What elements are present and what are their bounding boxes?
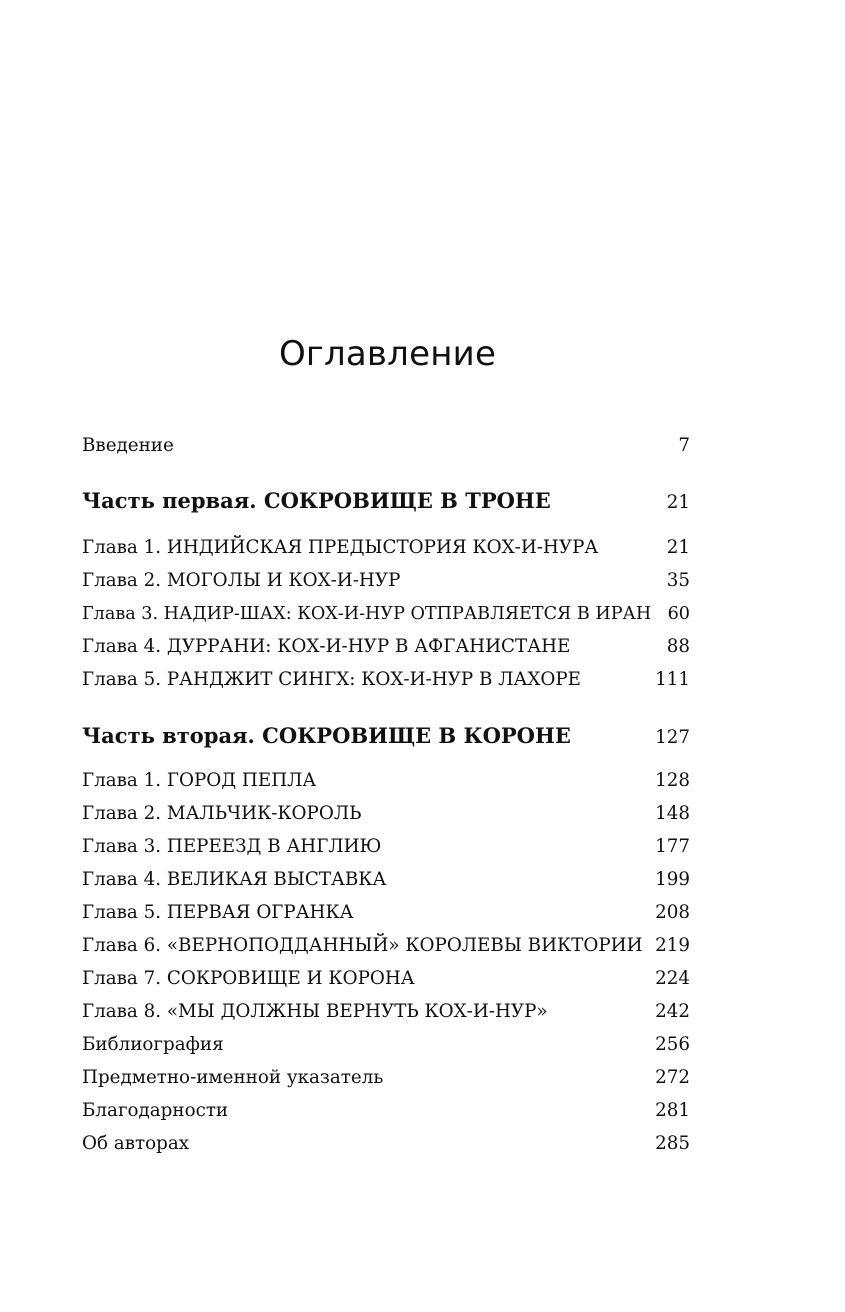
entry-page: 177 [655,836,690,857]
toc-chapter[interactable] [82,602,690,626]
toc-chapter[interactable] [82,835,690,859]
entry-page: 60 [667,604,690,624]
entry-label: Глава 6. «ВЕРНОПОДДАННЫЙ» КОРОЛЕВЫ ВИКТОРИИ [82,935,643,956]
entry-page: 285 [655,1133,690,1154]
entry-page: 148 [655,803,690,824]
entry-label: Введение [82,435,174,456]
toc-chapter[interactable] [82,901,690,925]
entry-page: 272 [655,1067,690,1088]
part-label: Часть первая. СОКРОВИЩЕ В ТРОНЕ [82,488,551,513]
toc-part-heading-2[interactable] [82,724,690,750]
entry-label: Глава 4. ДУРРАНИ: КОХ-И-НУР В АФГАНИСТАНЕ [82,636,571,657]
entry-label: Глава 3. НАДИР-ШАХ: КОХ-И-НУР ОТПРАВЛЯЕТСЯ В ИРАН [82,604,652,624]
toc-entry-bibliography[interactable] [82,1033,690,1057]
toc-chapter[interactable] [82,668,690,692]
entry-page: 281 [655,1100,690,1121]
toc-chapter[interactable] [82,934,690,958]
toc-chapter[interactable] [82,769,690,793]
toc-part-heading-1[interactable] [82,489,690,515]
entry-page: 7 [678,435,690,456]
part-page: 127 [655,727,690,748]
entry-label: Глава 4. ВЕЛИКАЯ ВЫСТАВКА [82,869,387,890]
toc-chapter[interactable] [82,802,690,826]
table-of-contents [82,0,690,1312]
entry-page: 128 [655,770,690,791]
entry-page: 111 [655,669,690,690]
toc-chapter[interactable] [82,635,690,659]
part-page: 21 [666,492,690,513]
entry-label: Об авторах [82,1133,190,1154]
toc-entry-introduction[interactable] [82,434,690,458]
entry-label: Предметно-именной указатель [82,1067,384,1088]
toc-entry-about-authors[interactable] [82,1132,690,1156]
entry-label: Глава 2. МАЛЬЧИК-КОРОЛЬ [82,803,362,824]
page-title: Оглавление [278,334,497,374]
entry-page: 219 [655,935,690,956]
entry-label: Глава 2. МОГОЛЫ И КОХ-И-НУР [82,570,401,591]
toc-chapter[interactable] [82,868,690,892]
toc-entry-acknowledgements[interactable] [82,1099,690,1123]
entry-page: 256 [655,1034,690,1055]
entry-label: Глава 5. РАНДЖИТ СИНГХ: КОХ-И-НУР В ЛАХОРЕ [82,669,581,690]
entry-page: 208 [655,902,690,923]
entry-label: Библиография [82,1034,224,1055]
toc-entry-index[interactable] [82,1066,690,1090]
entry-label: Глава 1. ГОРОД ПЕПЛА [82,770,317,791]
entry-page: 21 [666,537,690,558]
entry-label: Глава 8. «МЫ ДОЛЖНЫ ВЕРНУТЬ КОХ-И-НУР» [82,1001,548,1022]
entry-label: Глава 1. ИНДИЙСКАЯ ПРЕДЫСТОРИЯ КОХ-И-НУРА [82,537,599,558]
entry-label: Глава 3. ПЕРЕЕЗД В АНГЛИЮ [82,836,382,857]
toc-chapter[interactable] [82,1000,690,1024]
entry-page: 199 [655,869,690,890]
toc-chapter[interactable] [82,536,690,560]
entry-page: 35 [666,570,690,591]
entry-page: 242 [655,1001,690,1022]
entry-page: 224 [655,968,690,989]
entry-label: Благодарности [82,1100,229,1121]
entry-label: Глава 7. СОКРОВИЩЕ И КОРОНА [82,968,415,989]
entry-label: Глава 5. ПЕРВАЯ ОГРАНКА [82,902,354,923]
part-label: Часть вторая. СОКРОВИЩЕ В КОРОНЕ [82,723,571,748]
toc-chapter[interactable] [82,569,690,593]
entry-page: 88 [666,636,690,657]
toc-chapter[interactable] [82,967,690,991]
